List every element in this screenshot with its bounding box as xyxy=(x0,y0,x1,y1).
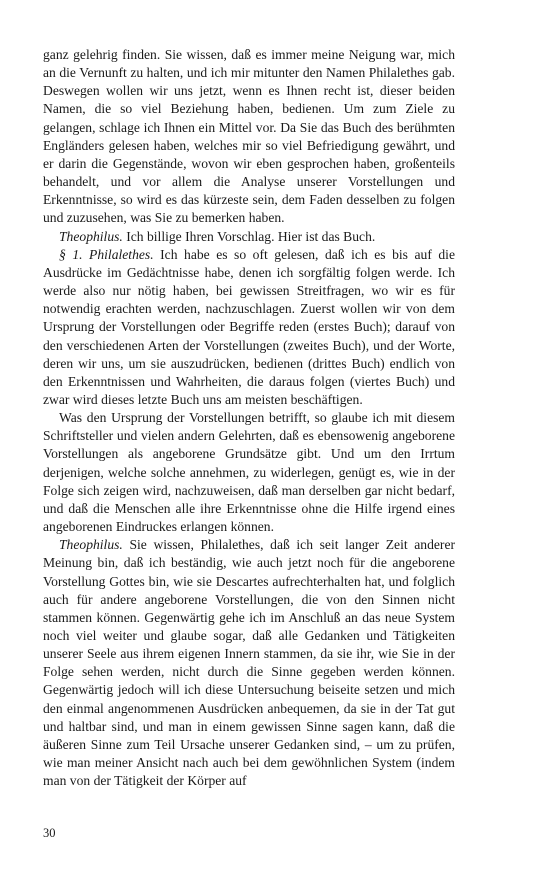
body-text xyxy=(43,46,455,790)
paragraph-theophilus-2 xyxy=(43,536,455,790)
paragraph-text: ganz gelehrig finden. Sie wissen, daß es immer meine Neigung war, mich an die Vernunft zu halten, und ich mir mitunter den Namen Philalethes gab. Deswegen wollen wir uns jetzt, wenn es Ihnen recht ist, dieser beiden Namen, die so viel Beziehung haben, bedienen. Um zum Ziele zu gelangen, schlage ich Ihnen ein Mittel vor. Da Sie das Buch des berühmten Engländers gelesen haben, welches mir so viel Befriedigung gewährt, und er darin die Gegenstände, wovon wir eben gesprochen haben, großenteils behandelt, und vor allem die Analyse unserer Vorstellungen und Erkenntnisse, so wird es das kürzeste sein, dem Faden desselben zu folgen und zuzusehen, was Sie zu bemerken haben. xyxy=(43,47,455,226)
paragraph-text: Was den Ursprung der Vorstellungen betrifft, so glaube ich mit diesem Schriftsteller und vielen andern Gelehrten, daß es ebensowenig angeborene Vorstellungen als angeborene Grundsätze gibt. Und um den Irrtum derjenigen, welche solche annehmen, zu widerlegen, genügt es, wie in der Folge sich zeigen wird, nachzuweisen, daß man derselben gar nicht bedarf, und daß die Menschen alle ihre Erkenntnisse ohne die Hilfe irgend eines angeborenen Eindruckes erlangen können. xyxy=(43,410,455,535)
page-number: 30 xyxy=(43,826,56,840)
speaker-name: Theophilus. xyxy=(59,228,123,244)
speaker-name: § 1. Philalethes. xyxy=(59,246,154,262)
paragraph-continuation xyxy=(43,46,455,228)
paragraph-text: Ich billige Ihren Vorschlag. Hier ist das Buch. xyxy=(122,228,376,244)
paragraph-theophilus-1 xyxy=(43,228,455,246)
paragraph-philalethes xyxy=(43,246,455,409)
paragraph-text: Ich habe es so oft gelesen, daß ich es bis auf die Ausdrücke im Gedächtnisse habe, denen ich sorgfältig folgen werde. Ich werde also nur nötig haben, bei gewissen Streitfragen, wo wir es für notwendig erachten werden, nachzuschlagen. Zuerst wollen wir von dem Ursprung der Vorstellungen oder Begriffe reden (erstes Buch); darauf von den verschiedenen Arten der Vorstellungen (zweites Buch), und der Worte, deren wir uns, um sie auszudrücken, bedienen (drittes Buch) endlich von den Erkenntnissen und Wahrheiten, die daraus folgen (viertes Buch) und zwar wird dieses letzte Buch uns am meisten beschäftigen. xyxy=(43,246,455,407)
paragraph-origin xyxy=(43,409,455,536)
speaker-name: Theophilus. xyxy=(59,537,123,553)
paragraph-text: Sie wissen, Philalethes, daß ich seit langer Zeit anderer Meinung bin, daß ich beständig, wie auch jetzt noch für die angeborene Vorstellung Gottes bin, wie sie Descartes aufrechterhalten hat, und folglich auch für andere angeborene Vorstellungen, die von den Sinnen nicht stammen können. Gegenwärtig gehe ich im Anschluß an das neue System noch viel weiter und glaube sogar, daß alle Gedanken und Tätigkeiten unserer Seele aus ihrem eigenen Innern stammen, da sie ihr, wie Sie in der Folge sehen werden, nicht durch die Sinne gegeben werden können. Gegenwärtig jedoch will ich diese Untersuchung beiseite setzen und mich den einmal angenommenen Ausdrücken anbequemen, da sie in der Tat gut und haltbar sind, und man in einem gewissen Sinne sagen kann, daß die äußeren Sinne zum Teil Ursache unserer Gedanken sind, – um zu prüfen, wie man meiner Ansicht nach auch bei dem gewöhnlichen System (indem man von der Tätigkeit der Körper auf xyxy=(43,537,455,789)
